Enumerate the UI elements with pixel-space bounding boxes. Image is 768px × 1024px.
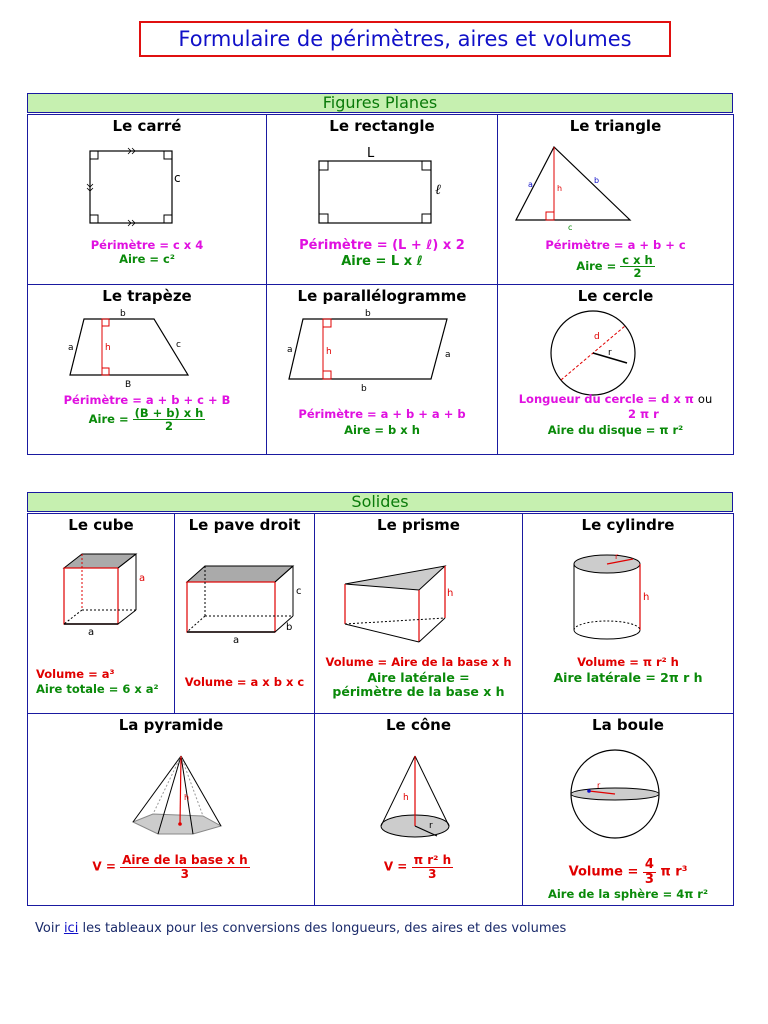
cube-title: Le cube xyxy=(68,516,134,534)
pyramide-label-h: h xyxy=(184,793,190,802)
rectangle-label-L: L xyxy=(367,146,375,161)
trapeze-label-b: b xyxy=(120,309,126,319)
trapeze-label-B: B xyxy=(125,380,132,390)
cercle-title: Le cercle xyxy=(577,287,654,305)
cercle-aire: Aire du disque = π r² xyxy=(547,423,684,437)
cercle-longueur-text: Longueur du cercle = d x π xyxy=(518,392,694,406)
prisme-title: Le prisme xyxy=(377,516,460,534)
cone-v-den: 3 xyxy=(428,866,437,881)
parallelogramme-title: Le parallélogramme xyxy=(297,287,467,305)
pyramide-v-num: Aire de la base x h xyxy=(122,853,248,867)
triangle-aire-prefix: Aire = xyxy=(576,259,617,274)
conversion-tables-link[interactable]: ici xyxy=(63,921,79,936)
square-figure xyxy=(28,137,267,247)
cell-trapeze xyxy=(28,285,267,455)
parallelogram-figure xyxy=(267,307,498,417)
figures-planes-table xyxy=(27,114,734,455)
cell-pave xyxy=(175,514,315,714)
parallelogramme-aire: Aire = b x h xyxy=(344,423,420,437)
pave-volume: Volume = a x b x c xyxy=(184,675,305,689)
page-title: Formulaire de périmètres, aires et volumes xyxy=(139,21,671,57)
prisme-aire-l1: Aire latérale = xyxy=(367,670,470,685)
solides-header: Solides xyxy=(27,492,733,512)
cube-volume: Volume = a³ xyxy=(36,667,115,681)
cercle-label-r: r xyxy=(608,348,612,358)
cercle-label-d: d xyxy=(594,332,600,342)
triangle-label-h: h xyxy=(557,184,563,193)
rectangle-title: Le rectangle xyxy=(329,117,435,135)
cell-rectangle xyxy=(267,115,498,285)
cercle-longueur2: 2 π r xyxy=(628,407,659,421)
triangle-label-a: a xyxy=(528,180,533,189)
trapeze-label-a: a xyxy=(68,343,74,353)
prisme-label-h: h xyxy=(447,588,454,599)
pyramide-volume xyxy=(28,854,314,880)
parallelogramme-label-h: h xyxy=(326,347,332,357)
pyramide-v-den: 3 xyxy=(180,866,190,881)
cube-label-a2: a xyxy=(88,627,95,638)
cylindre-aire: Aire latérale = 2π r h xyxy=(553,670,703,685)
cell-cube xyxy=(28,514,175,714)
solides-table xyxy=(27,513,734,906)
rectangle-aire: Aire = L x ℓ xyxy=(341,254,423,269)
trapeze-perimetre: Périmètre = a + b + c + B xyxy=(63,393,231,407)
cell-cylindre xyxy=(523,514,734,714)
cone-label-r: r xyxy=(429,821,433,831)
boule-aire: Aire de la sphère = 4π r² xyxy=(547,887,709,901)
pave-label-b: b xyxy=(286,622,293,633)
trapeze-aire-num: (B + b) x h xyxy=(134,406,204,420)
boule-volume xyxy=(523,858,733,886)
trapeze-aire-prefix: Aire = xyxy=(88,412,129,427)
pave-title: Le pave droit xyxy=(188,516,301,534)
parallelogramme-label-b1: b xyxy=(365,309,371,319)
rectangle-label-l: ℓ xyxy=(435,182,441,198)
sphere-figure xyxy=(523,744,734,854)
cone-title: Le cône xyxy=(385,716,451,734)
trapeze-aire xyxy=(28,407,266,432)
parallelogramme-label-a2: a xyxy=(445,350,451,360)
triangle-perimetre: Périmètre = a + b + c xyxy=(545,238,686,252)
cylinder-figure xyxy=(523,544,734,664)
boule-v-den: 3 xyxy=(644,871,654,887)
triangle-aire xyxy=(498,254,733,279)
cell-carre xyxy=(28,115,267,285)
boule-v-num: 4 xyxy=(644,857,654,872)
cylindre-label-h: h xyxy=(643,592,650,603)
boule-v-suffix: π r³ xyxy=(660,864,688,880)
boule-v-prefix: Volume = xyxy=(568,864,639,880)
rectangle-figure xyxy=(267,137,498,247)
cylindre-title: Le cylindre xyxy=(581,516,675,534)
cuboid-figure xyxy=(175,544,315,664)
footer-note xyxy=(35,921,566,936)
cell-cone xyxy=(315,714,523,906)
cell-prisme xyxy=(315,514,523,714)
cell-boule xyxy=(523,714,734,906)
rectangle-perimetre: Périmètre = (L + ℓ) x 2 xyxy=(299,238,465,253)
trapeze-label-c: c xyxy=(176,340,181,350)
cell-pyramide xyxy=(28,714,315,906)
triangle-title: Le triangle xyxy=(569,117,662,135)
cylindre-label-r: r xyxy=(615,552,619,561)
cone-figure xyxy=(315,744,523,854)
triangle-aire-den: 2 xyxy=(633,266,642,281)
cell-triangle xyxy=(498,115,734,285)
cube-aire: Aire totale = 6 x a² xyxy=(36,682,159,696)
trapeze-label-h: h xyxy=(105,343,111,353)
carre-aire: Aire = c² xyxy=(119,252,175,266)
boule-label-r: r xyxy=(597,781,601,790)
pyramide-title: La pyramide xyxy=(118,716,224,734)
parallelogramme-label-b2: b xyxy=(361,384,367,394)
cone-v-prefix: V = xyxy=(383,859,408,874)
cone-volume xyxy=(315,854,522,880)
carre-title: Le carré xyxy=(112,117,182,135)
pave-label-c: c xyxy=(296,586,302,597)
carre-perimetre: Périmètre = c x 4 xyxy=(90,238,204,252)
carre-label-c: c xyxy=(174,171,181,185)
pyramide-v-prefix: V = xyxy=(92,859,116,874)
cercle-longueur xyxy=(498,392,733,406)
prism-figure xyxy=(315,544,523,664)
cell-cercle xyxy=(498,285,734,455)
cylindre-volume: Volume = π r² h xyxy=(577,655,679,669)
cell-parallelogramme xyxy=(267,285,498,455)
footer-post: les tableaux pour les conversions des longueurs, des aires et des volumes xyxy=(82,921,567,936)
prisme-volume: Volume = Aire de la base x h xyxy=(325,655,512,669)
triangle-label-c: c xyxy=(568,223,573,232)
trapeze-title: Le trapèze xyxy=(102,287,192,305)
triangle-aire-num: c x h xyxy=(622,253,653,267)
triangle-label-b: b xyxy=(594,176,600,185)
prisme-aire-l2: périmètre de la base x h xyxy=(332,684,505,699)
parallelogramme-label-a1: a xyxy=(287,345,293,355)
trapeze-aire-den: 2 xyxy=(164,419,173,434)
parallelogramme-perimetre: Périmètre = a + b + a + b xyxy=(298,407,466,421)
cube-figure xyxy=(28,544,175,664)
cone-v-num: π r² h xyxy=(413,853,452,867)
boule-title: La boule xyxy=(592,716,664,734)
pyramid-figure xyxy=(28,744,315,854)
cercle-ou: ou xyxy=(697,392,713,406)
pave-label-a: a xyxy=(233,635,240,646)
figures-planes-header: Figures Planes xyxy=(27,93,733,113)
cone-label-h: h xyxy=(403,793,409,803)
footer-pre: Voir xyxy=(35,921,60,936)
cube-label-a1: a xyxy=(139,573,146,584)
triangle-figure xyxy=(498,137,734,247)
